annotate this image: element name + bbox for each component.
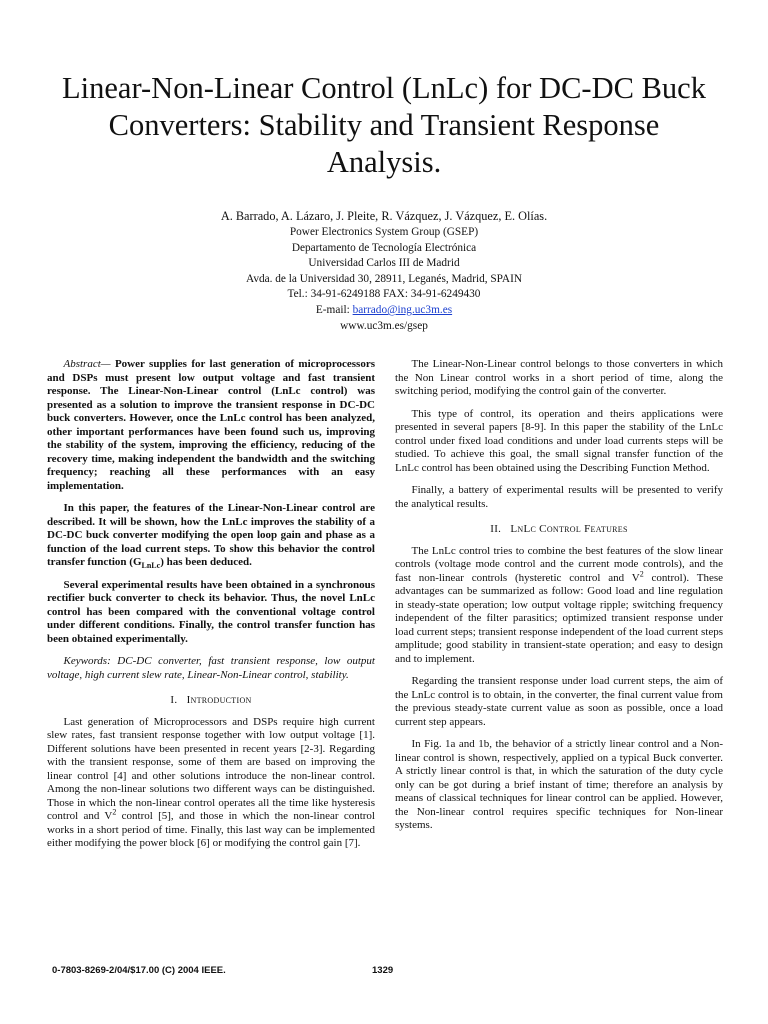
abstract-text-1: Power supplies for last generation of microprocessors and DSPs must present low output voltage and fast transient response. The Linear-Non-Linear control (LnLc control) was presented as a solution to improve the transient response in DC-DC buck converters. However, once the LnLc control has been analyzed, other important performances have been found such us, improving the stability of the system, improving the efficiency, reducing of the recovery time, making independent the bandwidth and the switching frequency; reaching all these performances with an easy implementation.: [47, 358, 375, 492]
features-paragraph-3: In Fig. 1a and 1b, the behavior of a strictly linear control and a Non-linear control is shown, respectively, applied on a typical Buck converter. A strictly linear control is that, in which the saturation of the duty cycle only can be got during a brief instant of time; therefore an analysis by means of classical techniques for linear control can be applied. However, the Non-linear control requires specific techniques for Non-linear systems.: [395, 738, 723, 831]
intro-paragraph-2: The Linear-Non-Linear control belongs to those converters in which the Non Linear control works in a short period of time, along the switching period, modifying the control gain of the converter.: [395, 358, 723, 397]
abstract-subscript: LnLc: [141, 561, 161, 571]
affiliation-web: www.uc3m.es/gsep: [340, 319, 428, 332]
features-paragraph-1: [395, 545, 723, 667]
affiliation-address: Avda. de la Universidad 30, 28911, Leganés, Madrid, SPAIN: [246, 272, 522, 285]
left-column: [47, 358, 375, 860]
affiliation-phone: Tel.: 34-91-6249188 FAX: 34-91-6249430: [287, 288, 481, 301]
section-2-title: LnLc Control Features: [510, 523, 628, 535]
intro-paragraph-3: This type of control, its operation and theirs applications were presented in several papers [8-9]. In this paper the stability of the LnLc control under fixed load conditions and under load currents steps will be studied. To achieve this goal, the small signal transfer function of the LnLc control has been obtained using the Describing Function Method.: [395, 407, 723, 474]
intro-superscript: 2: [112, 807, 117, 817]
intro-paragraph-1: [47, 716, 375, 851]
intro-paragraph-4: Finally, a battery of experimental results will be presented to verify the analytical results.: [395, 484, 723, 510]
section-2-heading: [395, 523, 723, 537]
abstract-paragraph-1: [47, 358, 375, 493]
page-number: 1329: [372, 965, 394, 976]
abstract-label: Abstract—: [63, 358, 111, 370]
section-1-heading: [47, 694, 375, 708]
section-2-number: II.: [490, 523, 502, 535]
features-text-1a: The LnLc control tries to combine the best features of the slow linear controls (voltage mode control and the current mode controls), and the fast non-linear controls (hysteretic control and V: [395, 544, 723, 584]
affiliation-block: [60, 225, 708, 334]
copyright-footer: 0-7803-8269-2/04/$17.00 (C) 2004 IEEE.: [52, 965, 226, 976]
intro-text-1b: control [5], and those in which the non-linear control works in a short period of time. Finally, this last way can be implemented either modifying the power block [6] or modifying the control gain [7].: [47, 810, 375, 849]
section-1-title: Introduction: [186, 694, 252, 706]
abstract-paragraph-3: Several experimental results have been obtained in a synchronous rectifier buck converter to check its behavior. Thus, the novel LnLc control has been compared with the conventional voltage control under different conditions. Finally, the control transfer function has been obtained experimentally.: [47, 578, 375, 645]
affiliation-university: Universidad Carlos III de Madrid: [308, 257, 460, 270]
paper-title: Linear-Non-Linear Control (LnLc) for DC-DC Buck Converters: Stability and Transient Response Analysis.: [62, 71, 706, 179]
right-column: [395, 358, 723, 842]
abstract-paragraph-2: [47, 502, 375, 570]
intro-text-1a: Last generation of Microprocessors and DSPs require high current slew rates, fast transient response together with low output voltage [1]. Different solutions have been presented in recent years [2-3]. Regarding with the transient response, some of them are based on improving the linear control [4] and other solutions introduce the non-linear control. Among the non-linear solutions two different ways can be distinguished. Those in which the non-linear control operates all the time like hysteresis control and V: [47, 715, 375, 822]
keywords: Keywords: DC-DC converter, fast transient response, low output voltage, high current slew rate, Linear-Non-Linear control, stability.: [47, 655, 375, 681]
affiliation-email-line: [60, 303, 708, 319]
affiliation-group: Power Electronics System Group (GSEP): [289, 226, 479, 238]
abstract-text-2b: ) has been deduced.: [160, 556, 252, 568]
features-superscript: 2: [639, 568, 644, 578]
abstract-text-2a: In this paper, the features of the Linear-Non-Linear control are described. It will be shown, how the LnLc improves the stability of a DC-DC buck converter modifying the open loop gain and phase as a function of the load current steps. To show this behavior the control transfer function (G: [47, 502, 375, 568]
features-paragraph-2: Regarding the transient response under load current steps, the aim of the LnLc control is to obtain, in the converter, the final current value from the previous steady-state current value as soon as possible, once a load current step appears.: [395, 675, 723, 728]
section-1-number: I.: [170, 694, 178, 706]
author-list: A. Barrado, A. Lázaro, J. Pleite, R. Vázquez, J. Vázquez, E. Olías.: [220, 209, 548, 223]
features-text-1b: control). These advantages can be summarized as follow: Good load and line regulation in steady-state operation; low output voltage ripple; switching frequency independent of the filter parasitics; optimized transient response under load current steps; transient response independent of the load current steps amplitude; good stability in transient-state operation; and easy to design and to implement.: [395, 571, 723, 665]
affiliation-department: Departamento de Tecnología Electrónica: [291, 241, 477, 254]
abstract: [47, 358, 375, 646]
email-link[interactable]: barrado@ing.uc3m.es: [352, 303, 453, 316]
email-label: E-mail:: [315, 303, 353, 316]
